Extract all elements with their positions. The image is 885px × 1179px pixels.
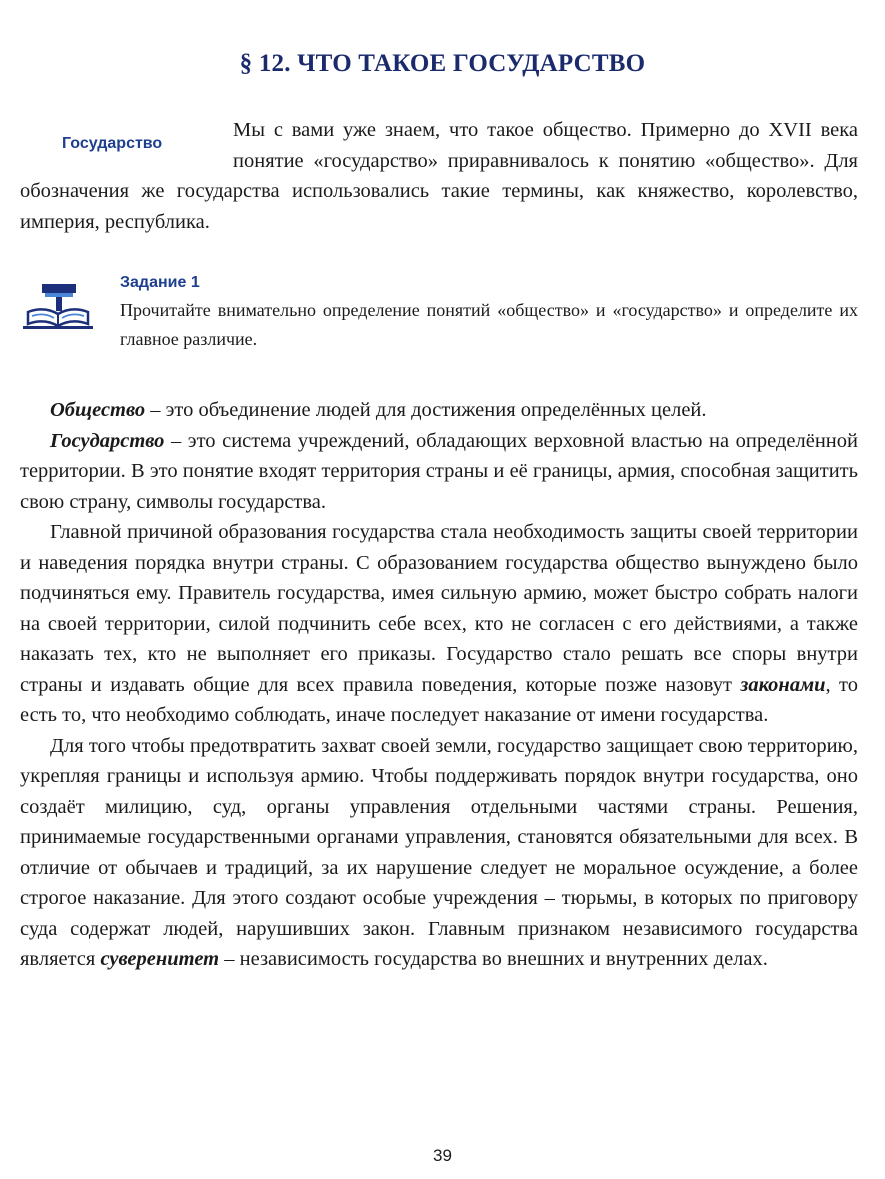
page-number: 39 [433, 1146, 452, 1165]
definition-state [20, 426, 858, 518]
paragraph-2 [20, 517, 858, 731]
term-state: Государство [50, 429, 165, 452]
definition-society [20, 395, 858, 426]
paragraph-3-after: – независимость государства во внешних и внутренних делах. [219, 948, 768, 970]
paragraph-2-after: , то есть то, что необходимо соблюдать, иначе последует наказание от имени государства. [20, 673, 858, 726]
intro-paragraph: Мы с вами уже знаем, что такое общество. Примерно до XVII века понятие «государство» приравнивалось к понятию «общество». Для обозначения же государства использовались такие термины, как княжество, королевство, империя, республика. [20, 119, 858, 233]
book-icon [20, 282, 95, 330]
term-sovereignty: суверенитет [100, 948, 220, 970]
term-laws: законами [740, 673, 826, 696]
intro-section [20, 115, 858, 237]
page-title: § 12. ЧТО ТАКОЕ ГОСУДАРСТВО [239, 50, 646, 77]
definition-state-text: – это система учреждений, обладающих верховной властью на определённой территории. В это понятие входят территория страны и её границы, армия, способная защитить свою страну, символы государства. [20, 429, 858, 513]
term-society: Общество [50, 399, 146, 421]
margin-term-label: Государство [62, 135, 163, 152]
paragraph-2-before: Главной причиной образования государства стала необходимость защиты своей территории и наведения порядка внутри страны. С образованием государства общество вынуждено было подчиняться ему. Правитель государства, имея сильную армию, может быстро собрать налоги на своей территории, силой подчинить себе всех, кто не согласен с его действиями, а также наказать тех, кто не выполняет его приказы. Государство стало решать все споры внутри страны и издавать общие для всех правила поведения, которые позже назовут [20, 521, 858, 696]
paragraph-3-before: Для того чтобы предотвратить захват своей земли, государство защищает свою территорию, укрепляя границы и используя армию. Чтобы поддерживать порядок внутри государства, оно создаёт милицию, суд, органы управления отдельными частями страны. Решения, принимаемые государственными органами управления, становятся обязательными для всех. В отличие от обычаев и традиций, за их нарушение следует не моральное осуждение, а более строгое наказание. Для этого создают особые учреждения – тюрьмы, в которых по приговору суда содержат людей, нарушивших закон. Главным признаком независимого государства является [20, 734, 858, 970]
task-text: Прочитайте внимательно определение понятий «общество» и «государство» и определите их главное различие. [120, 300, 858, 349]
definition-society-text: – это объединение людей для достижения определённых целей. [145, 399, 707, 421]
main-text [20, 395, 858, 975]
task-block [120, 274, 858, 354]
paragraph-3 [20, 731, 858, 975]
task-heading: Задание 1 [120, 274, 200, 291]
intro-margin-spacer [20, 115, 233, 171]
